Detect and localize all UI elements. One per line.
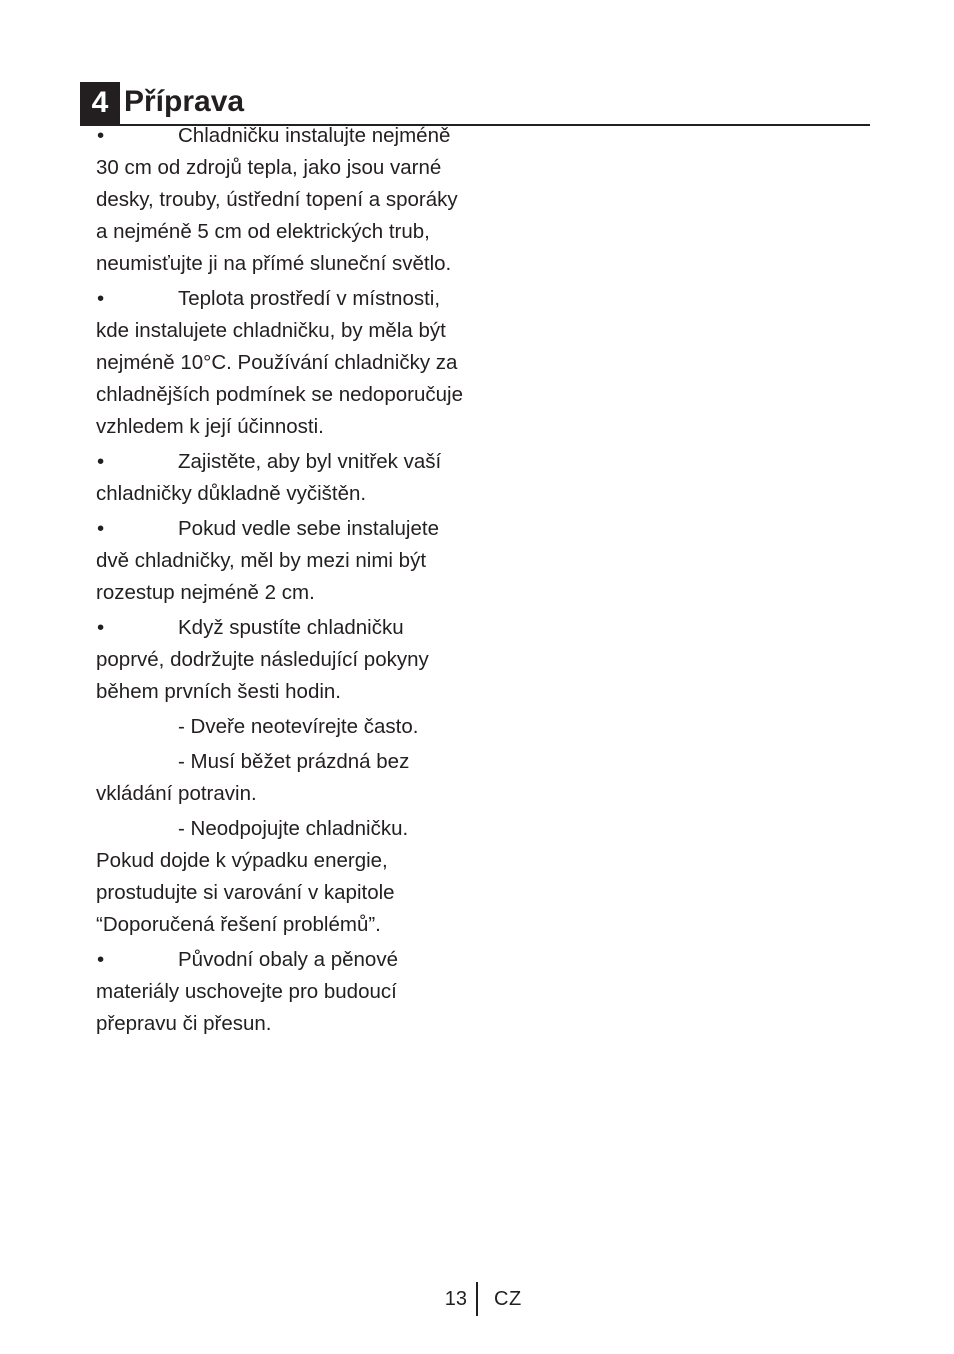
item-text: dvě chladničky, měl by mezi nimi být rozestup nejméně 2 cm. xyxy=(96,549,427,604)
item-text-lead: Pokud vedle sebe instalujete xyxy=(178,517,439,540)
list-item xyxy=(96,120,468,280)
item-text: poprvé, dodržujte následující pokyny během prvních šesti hodin. xyxy=(96,648,429,703)
bullet-icon: • xyxy=(97,450,105,473)
list-item xyxy=(96,513,468,609)
bullet-icon: • xyxy=(97,517,105,540)
item-text-lead: Když spustíte chladničku xyxy=(178,616,404,639)
item-text-lead: Chladničku instalujte xyxy=(178,124,367,147)
page-number: 13 xyxy=(444,1288,467,1310)
instructions-list xyxy=(96,120,468,1043)
item-text: nejméně 30 cm od zdrojů tepla, jako jsou varné desky, trouby, ústřední topení a sporáky a nejméně 5 cm od elektrických trub, neumisťujte ji na přímé sluneční světlo. xyxy=(96,124,458,275)
bullet-icon: • xyxy=(97,124,105,147)
item-text: chladničky důkladně vyčištěn. xyxy=(96,482,367,505)
chapter-title: Příprava xyxy=(124,85,245,118)
item-text-lead: Teplota prostředí v místnosti, xyxy=(178,287,441,310)
item-text-lead: Původní obaly a pěnové xyxy=(178,948,398,971)
item-text-lead: Zajistěte, aby byl vnitřek vaší xyxy=(178,450,442,473)
page-footer xyxy=(0,1282,954,1316)
sub-item-text-lead: - Neodpojujte chladničku. xyxy=(178,817,409,840)
sub-item-text-lead: - Musí běžet prázdná bez xyxy=(178,750,410,773)
bullet-icon: • xyxy=(97,948,105,971)
list-item xyxy=(96,612,468,708)
bullet-icon: • xyxy=(97,616,105,639)
item-text: materiály uschovejte pro budoucí přepravu či přesun. xyxy=(96,980,397,1035)
list-item xyxy=(96,283,468,443)
sub-item xyxy=(96,711,468,743)
footer-divider xyxy=(476,1282,478,1316)
sub-item-text-lead: - Dveře neotevírejte často. xyxy=(178,715,419,738)
sub-item xyxy=(96,746,468,810)
list-item xyxy=(96,944,468,1040)
list-item xyxy=(96,446,468,510)
item-text: kde instalujete chladničku, by měla být nejméně 10°C. Používání chladničky za chladnějších podmínek se nedoporučuje vzhledem k její účinnosti. xyxy=(96,319,463,438)
language-code: CZ xyxy=(494,1288,522,1310)
bullet-icon: • xyxy=(97,287,105,310)
sub-item-text: Pokud dojde k výpadku energie, prostudujte si varování v kapitole “Doporučená řešení problémů”. xyxy=(96,849,395,936)
chapter-number: 4 xyxy=(80,82,120,124)
sub-item-text: vkládání potravin. xyxy=(96,782,257,805)
sub-item xyxy=(96,813,468,941)
